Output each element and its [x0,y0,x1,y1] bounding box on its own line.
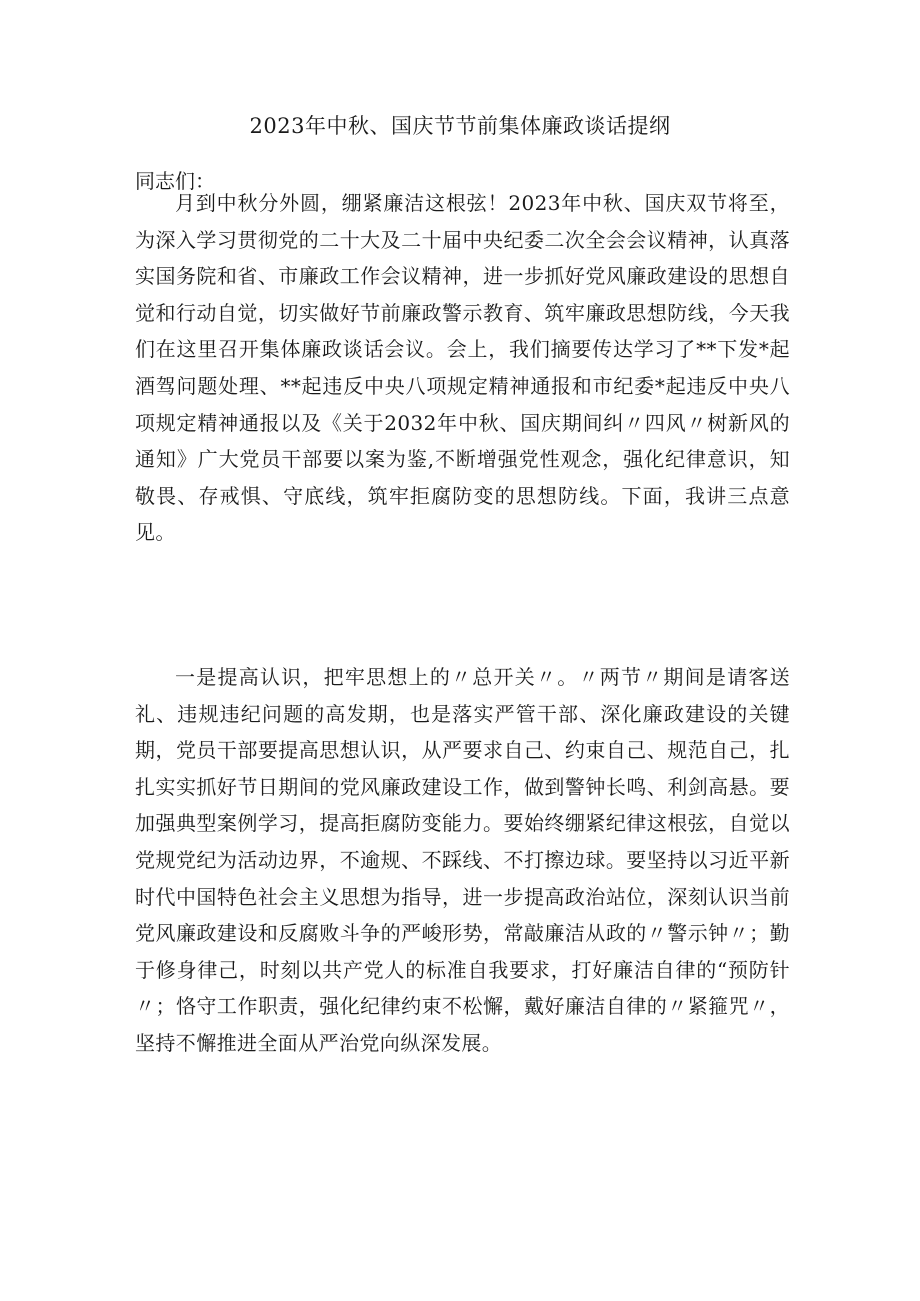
salutation: 同志们： [135,169,215,193]
paragraph-intro: 月到中秋分外圆，绷紧廉洁这根弦！2023年中秋、国庆双节将至，为深入学习贯彻党的二十大及二十届中央纪委二次全会会议精神，认真落实国务院和省、市廉政工作会议精神，进一步抓好党风廉政建设的思想自觉和行动自觉，切实做好节前廉政警示教育、筑牢廉政思想防线，今天我们在这里召开集体廉政谈话会议。会上，我们摘要传达学习了**下发*起酒驾问题处理、**起违反中央八项规定精神通报和市纪委*起违反中央八项规定精神通报以及《关于2032年中秋、国庆期间纠〃四风〃树新风的通知》广大党员干部要以案为鉴,不断增强党性观念，强化纪律意识，知敬畏、存戒惧、守底线，筑牢拒腐防变的思想防线。下面，我讲三点意见。 [135,191,790,545]
paragraph-point-one: 一是提高认识，把牢思想上的〃总开关〃。〃两节〃期间是请客送礼、违规违纪问题的高发期，也是落实严管干部、深化廉政建设的关键期，党员干部要提高思想认识，从严要求自己、约束自己、规范自己，扎扎实实抓好节日期间的党风廉政建设工作，做到警钟长鸣、利剑高悬。要加强典型案例学习，提高拒腐防变能力。要始终绷紧纪律这根弦，自觉以党规党纪为活动边界，不逾规、不踩线、不打擦边球。要坚持以习近平新时代中国特色社会主义思想为指导，进一步提高政治站位，深刻认识当前党风廉政建设和反腐败斗争的严峻形势，常敲廉洁从政的〃警示钟〃；勤于修身律己，时刻以共产党人的标准自我要求，打好廉洁自律的“预防针〃；恪守工作职责，强化纪律约束不松懈，戴好廉洁自律的〃紧箍咒〃，坚持不懈推进全面从严治党向纵深发展。 [135,665,790,1055]
document-title: 2023年中秋、国庆节节前集体廉政谈话提纲 [249,114,671,138]
